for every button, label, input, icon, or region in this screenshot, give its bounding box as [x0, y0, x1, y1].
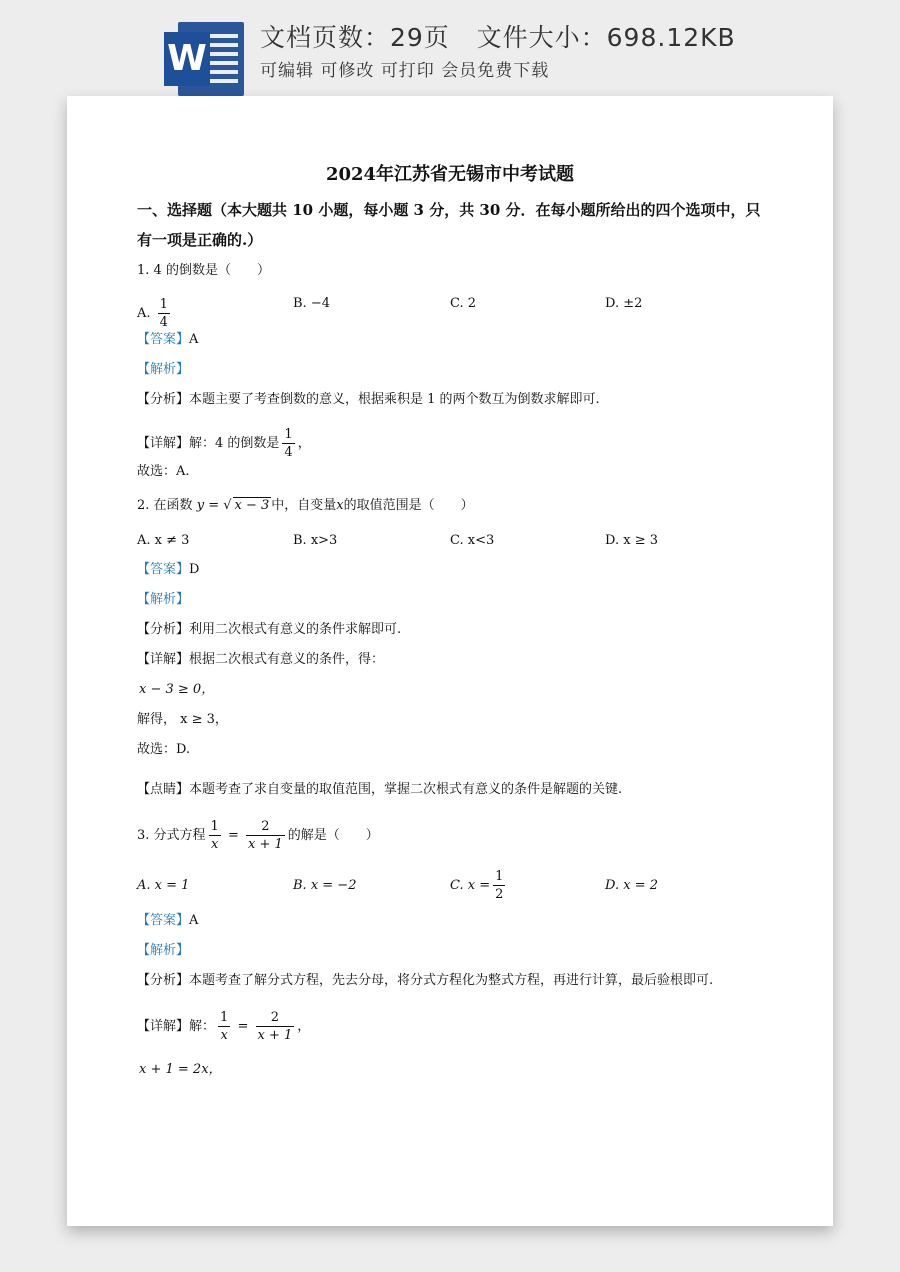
q1-fenxi: 【分析】本题主要了考查倒数的意义，根据乘积是 1 的两个数互为倒数求解即可. [137, 392, 600, 407]
q3-jiexi-label: 【解析】 [137, 943, 190, 958]
q1-conclusion: 故选：A. [137, 464, 190, 479]
q3-option-a: A. x = 1 [137, 878, 190, 893]
q2-step2: 解得， x ≥ 3， [137, 712, 228, 727]
q1-option-d: D. ±2 [605, 296, 643, 311]
q1-answer: 【答案】A [137, 332, 199, 347]
file-features: 可编辑 可修改 可打印 会员免费下载 [260, 61, 550, 81]
file-info: 文档页数：29页 文件大小：698.12KB [260, 23, 736, 52]
document-page [67, 96, 833, 1226]
q1-jiexi-label: 【解析】 [137, 362, 190, 377]
section-heading-line1: 一、选择题（本大题共 10 小题，每小题 3 分，共 30 分．在每小题所给出的四个选项中，只 [137, 201, 761, 219]
q2-jiexi-label: 【解析】 [137, 592, 190, 607]
q3-xiangjie: 【详解】解： $\frac{1}{x}$ = $\frac{2}{x + 1}$ ， [137, 1010, 311, 1043]
download-banner [0, 0, 900, 96]
q1-stem: 1. 4 的倒数是（ ） [137, 263, 270, 278]
q1-xiangjie: 【详解】解：4 的倒数是 $\frac{1}{4}$ ， [137, 427, 311, 460]
q2-stem: 2. 在函数 y = √ x − 3 中，自变量x的取值范围是（ ） [137, 498, 474, 513]
q3-answer: 【答案】A [137, 913, 199, 928]
q2-conclusion: 故选：D. [137, 742, 191, 757]
q3-option-c: C. x = $\frac{1}{2}$ [450, 869, 504, 902]
q2-fenxi: 【分析】利用二次根式有意义的条件求解即可. [137, 622, 402, 637]
q2-option-a: A. x ≠ 3 [137, 533, 190, 548]
q1-option-b: B. −4 [293, 296, 330, 311]
q2-option-b: B. x>3 [293, 533, 338, 548]
q2-step1: x − 3 ≥ 0， [139, 682, 215, 697]
q1-option-c: C. 2 [450, 296, 477, 311]
section-heading-line2: 有一项是正确的.） [137, 231, 263, 249]
q1-option-a-fraction: $\frac{1}{4}$ [159, 297, 168, 330]
document-title: 2024年江苏省无锡市中考试题 [325, 164, 575, 185]
q2-option-d: D. x ≥ 3 [605, 533, 658, 548]
q2-answer: 【答案】D [137, 562, 200, 577]
q3-option-d: D. x = 2 [605, 878, 658, 893]
q3-fenxi: 【分析】本题考查了解分式方程，先去分母，将分式方程化为整式方程，再进行计算，最后验根即可. [137, 973, 714, 988]
q3-stem: 3. 分式方程 $\frac{1}{x}$ = $\frac{2}{x + 1}$ 的解是（ ） [137, 819, 379, 852]
q3-option-b: B. x = −2 [293, 878, 357, 893]
q2-xiangjie: 【详解】根据二次根式有意义的条件，得： [137, 652, 385, 667]
q1-option-a: A. $\frac{1}{4}$ [137, 297, 168, 330]
word-document-icon: W [164, 22, 244, 96]
q3-step1: x + 1 = 2x， [139, 1062, 222, 1077]
q2-dianjing: 【点睛】本题考查了求自变量的取值范围，掌握二次根式有意义的条件是解题的关键. [137, 782, 623, 797]
q2-option-c: C. x<3 [450, 533, 495, 548]
